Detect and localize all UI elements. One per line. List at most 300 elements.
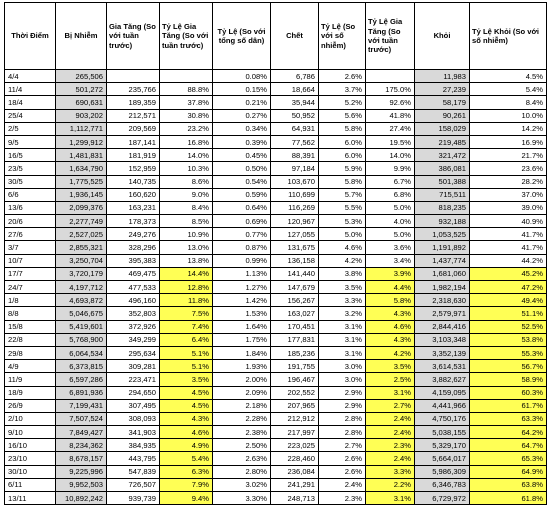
table-row — [5, 254, 547, 267]
table-cell: 5,664,017 — [415, 452, 470, 465]
table-cell: 3.30% — [213, 492, 271, 505]
table-cell: 9.0% — [160, 188, 213, 201]
table-row — [5, 96, 547, 109]
table-cell: 3.3% — [366, 465, 415, 478]
table-cell — [107, 70, 160, 83]
table-cell: 939,739 — [107, 492, 160, 505]
table-cell: 212,571 — [107, 109, 160, 122]
table-cell: 103,670 — [271, 175, 319, 188]
table-cell: 3.5% — [366, 360, 415, 373]
table-cell: 903,202 — [56, 109, 107, 122]
table-cell: 6,064,534 — [56, 346, 107, 359]
header-ty-le-so-nhiem: Tỷ Lệ (So với số nhiễm) — [319, 3, 366, 70]
table-cell: 1,191,892 — [415, 241, 470, 254]
table-cell: 235,766 — [107, 83, 160, 96]
table-cell: 0.87% — [213, 241, 271, 254]
table-cell: 58.9% — [470, 373, 547, 386]
table-cell: 5.8% — [366, 294, 415, 307]
header-khoi: Khỏi — [415, 3, 470, 70]
table-cell: 141,440 — [271, 267, 319, 280]
table-cell: 136,158 — [271, 254, 319, 267]
table-cell: 14.0% — [160, 149, 213, 162]
table-cell: 9,225,996 — [56, 465, 107, 478]
table-cell: 25/4 — [5, 109, 56, 122]
table-row — [5, 281, 547, 294]
table-cell: 97,184 — [271, 162, 319, 175]
table-cell: 5.0% — [366, 228, 415, 241]
table-cell: 2.4% — [366, 426, 415, 439]
table-cell: 395,383 — [107, 254, 160, 267]
table-cell: 64.9% — [470, 465, 547, 478]
table-cell: 1.84% — [213, 346, 271, 359]
table-row — [5, 492, 547, 505]
table-cell: 65.3% — [470, 452, 547, 465]
table-cell: 177,831 — [271, 333, 319, 346]
table-cell: 8,678,157 — [56, 452, 107, 465]
table-cell: 15/8 — [5, 320, 56, 333]
table-cell: 4.6% — [319, 241, 366, 254]
table-cell: 384,935 — [107, 439, 160, 452]
table-cell: 3.7% — [319, 83, 366, 96]
table-cell: 2.5% — [366, 373, 415, 386]
table-cell: 23/10 — [5, 452, 56, 465]
table-cell: 187,141 — [107, 135, 160, 148]
table-row — [5, 426, 547, 439]
table-cell: 2.4% — [366, 452, 415, 465]
table-cell: 443,795 — [107, 452, 160, 465]
table-cell: 110,699 — [271, 188, 319, 201]
table-row — [5, 267, 547, 280]
table-cell: 8.4% — [160, 201, 213, 214]
table-cell: 4.5% — [160, 399, 213, 412]
table-cell: 16.8% — [160, 135, 213, 148]
table-cell: 5.3% — [319, 215, 366, 228]
table-row — [5, 346, 547, 359]
table-cell: 7,849,427 — [56, 426, 107, 439]
table-row — [5, 175, 547, 188]
table-cell: 349,299 — [107, 333, 160, 346]
table-cell: 295,634 — [107, 346, 160, 359]
table-cell: 52.5% — [470, 320, 547, 333]
table-cell: 2.80% — [213, 465, 271, 478]
table-cell: 4.3% — [160, 412, 213, 425]
table-cell: 16/10 — [5, 439, 56, 452]
table-cell: 131,675 — [271, 241, 319, 254]
table-cell: 6,729,972 — [415, 492, 470, 505]
table-cell: 341,903 — [107, 426, 160, 439]
table-row — [5, 320, 547, 333]
table-cell: 8/8 — [5, 307, 56, 320]
table-cell: 14.0% — [366, 149, 415, 162]
table-cell: 6.0% — [319, 149, 366, 162]
table-cell: 3.0% — [319, 360, 366, 373]
table-cell: 5.0% — [319, 228, 366, 241]
table-cell: 5,038,155 — [415, 426, 470, 439]
table-cell: 23.2% — [160, 122, 213, 135]
table-cell: 3,352,139 — [415, 346, 470, 359]
table-cell: 6,597,286 — [56, 373, 107, 386]
table-cell: 37.0% — [470, 188, 547, 201]
table-cell: 2/10 — [5, 412, 56, 425]
table-cell: 1,775,525 — [56, 175, 107, 188]
table-cell: 6.8% — [366, 188, 415, 201]
table-cell: 715,511 — [415, 188, 470, 201]
table-cell: 2,099,376 — [56, 201, 107, 214]
table-cell: 175.0% — [366, 83, 415, 96]
table-cell: 10.0% — [470, 109, 547, 122]
table-cell: 3.1% — [366, 492, 415, 505]
table-cell: 160,620 — [107, 188, 160, 201]
table-cell: 2.3% — [319, 492, 366, 505]
table-row — [5, 360, 547, 373]
table-row — [5, 109, 547, 122]
table-cell: 265,506 — [56, 70, 107, 83]
table-row — [5, 294, 547, 307]
table-cell: 39.0% — [470, 201, 547, 214]
table-cell: 27.4% — [366, 122, 415, 135]
table-cell: 2.8% — [319, 412, 366, 425]
table-row — [5, 162, 547, 175]
table-row — [5, 478, 547, 491]
table-cell: 3.1% — [319, 320, 366, 333]
table-row — [5, 399, 547, 412]
table-cell: 13.8% — [160, 254, 213, 267]
table-cell: 3.6% — [366, 241, 415, 254]
table-cell: 140,735 — [107, 175, 160, 188]
table-cell: 372,926 — [107, 320, 160, 333]
table-cell: 5.8% — [319, 122, 366, 135]
table-cell: 47.2% — [470, 281, 547, 294]
table-cell: 7.9% — [160, 478, 213, 491]
table-cell: 4,750,176 — [415, 412, 470, 425]
table-cell: 44.2% — [470, 254, 547, 267]
table-cell: 6,373,815 — [56, 360, 107, 373]
table-cell: 2.7% — [366, 399, 415, 412]
header-row — [5, 3, 547, 70]
table-cell: 3.2% — [319, 307, 366, 320]
table-cell: 10.3% — [160, 162, 213, 175]
table-cell: 2.9% — [319, 386, 366, 399]
table-cell: 5,986,309 — [415, 465, 470, 478]
table-cell: 249,276 — [107, 228, 160, 241]
table-cell: 185,236 — [271, 346, 319, 359]
table-cell: 496,160 — [107, 294, 160, 307]
table-cell: 1.93% — [213, 360, 271, 373]
table-cell: 228,460 — [271, 452, 319, 465]
table-cell: 4,441,966 — [415, 399, 470, 412]
table-cell: 5.5% — [319, 201, 366, 214]
table-cell: 0.64% — [213, 201, 271, 214]
table-cell: 64,931 — [271, 122, 319, 135]
table-cell: 63.3% — [470, 412, 547, 425]
table-cell: 5,046,675 — [56, 307, 107, 320]
table-cell: 13/6 — [5, 201, 56, 214]
table-cell: 191,755 — [271, 360, 319, 373]
table-cell: 8,234,362 — [56, 439, 107, 452]
table-cell: 0.15% — [213, 83, 271, 96]
table-cell: 163,027 — [271, 307, 319, 320]
table-cell: 64.7% — [470, 439, 547, 452]
table-cell: 11.8% — [160, 294, 213, 307]
table-cell: 37.8% — [160, 96, 213, 109]
table-cell: 2.7% — [319, 439, 366, 452]
table-cell: 30.8% — [160, 109, 213, 122]
table-cell: 60.3% — [470, 386, 547, 399]
table-row — [5, 188, 547, 201]
table-cell: 21.7% — [470, 149, 547, 162]
table-cell: 28.2% — [470, 175, 547, 188]
table-cell: 469,475 — [107, 267, 160, 280]
table-cell: 22/8 — [5, 333, 56, 346]
table-cell: 19.5% — [366, 135, 415, 148]
table-cell: 3,720,179 — [56, 267, 107, 280]
table-cell: 2.2% — [366, 478, 415, 491]
table-cell: 1.64% — [213, 320, 271, 333]
table-cell: 45.2% — [470, 267, 547, 280]
table-cell: 8.4% — [470, 96, 547, 109]
table-cell: 3.1% — [319, 333, 366, 346]
table-cell: 178,373 — [107, 215, 160, 228]
header-ty-le-dan-so: Tỷ Lệ (So với tổng số dân) — [213, 3, 271, 70]
table-cell: 30/5 — [5, 175, 56, 188]
header-ty-le-gia-tang: Tỷ Lệ Gia Tăng (So với tuần trước) — [160, 3, 213, 70]
table-cell: 241,291 — [271, 478, 319, 491]
table-cell: 212,912 — [271, 412, 319, 425]
table-cell: 223,471 — [107, 373, 160, 386]
table-cell: 11/9 — [5, 373, 56, 386]
table-cell: 2.6% — [319, 465, 366, 478]
table-cell: 5.1% — [160, 346, 213, 359]
table-cell: 35,944 — [271, 96, 319, 109]
header-bi-nhiem: Bị Nhiễm — [56, 3, 107, 70]
table-cell: 5.6% — [319, 109, 366, 122]
table-cell: 92.6% — [366, 96, 415, 109]
table-cell: 55.3% — [470, 346, 547, 359]
table-cell: 17/7 — [5, 267, 56, 280]
table-cell: 6.3% — [160, 465, 213, 478]
table-cell: 120,967 — [271, 215, 319, 228]
table-cell: 58,179 — [415, 96, 470, 109]
table-cell: 2.50% — [213, 439, 271, 452]
table-cell: 3.9% — [366, 267, 415, 280]
table-cell: 10/7 — [5, 254, 56, 267]
table-cell: 18/4 — [5, 96, 56, 109]
table-cell: 2,527,025 — [56, 228, 107, 241]
table-cell: 0.21% — [213, 96, 271, 109]
table-cell: 7,507,524 — [56, 412, 107, 425]
table-cell: 0.69% — [213, 215, 271, 228]
table-cell: 4/9 — [5, 360, 56, 373]
table-cell: 170,451 — [271, 320, 319, 333]
table-cell: 352,803 — [107, 307, 160, 320]
table-cell: 1.13% — [213, 267, 271, 280]
table-row — [5, 83, 547, 96]
table-cell: 4,159,095 — [415, 386, 470, 399]
table-cell: 0.54% — [213, 175, 271, 188]
table-cell: 116,269 — [271, 201, 319, 214]
table-cell: 818,235 — [415, 201, 470, 214]
table-cell: 5.8% — [319, 175, 366, 188]
table-cell: 24/7 — [5, 281, 56, 294]
table-cell: 147,679 — [271, 281, 319, 294]
table-row — [5, 228, 547, 241]
table-cell: 3.02% — [213, 478, 271, 491]
table-cell: 202,552 — [271, 386, 319, 399]
table-cell: 1,634,790 — [56, 162, 107, 175]
table-cell: 5,768,900 — [56, 333, 107, 346]
table-cell: 223,025 — [271, 439, 319, 452]
table-cell: 10,892,242 — [56, 492, 107, 505]
table-cell: 16/5 — [5, 149, 56, 162]
table-cell: 27,239 — [415, 83, 470, 96]
table-cell: 23/5 — [5, 162, 56, 175]
table-cell: 23.6% — [470, 162, 547, 175]
table-cell: 5.7% — [319, 188, 366, 201]
table-cell: 3.5% — [160, 373, 213, 386]
table-cell: 3.1% — [319, 346, 366, 359]
table-cell: 9,952,503 — [56, 478, 107, 491]
table-cell: 726,507 — [107, 478, 160, 491]
table-cell: 6.4% — [160, 333, 213, 346]
table-cell: 29/8 — [5, 346, 56, 359]
table-cell: 51.1% — [470, 307, 547, 320]
table-row — [5, 412, 547, 425]
table-body — [5, 70, 547, 505]
table-cell — [160, 70, 213, 83]
table-cell: 219,485 — [415, 135, 470, 148]
table-cell: 14.2% — [470, 122, 547, 135]
table-cell: 7.5% — [160, 307, 213, 320]
table-cell: 61.7% — [470, 399, 547, 412]
table-row — [5, 135, 547, 148]
table-cell: 0.27% — [213, 109, 271, 122]
table-cell: 6.0% — [319, 135, 366, 148]
table-cell: 7.4% — [160, 320, 213, 333]
table-cell: 9.9% — [366, 162, 415, 175]
table-cell: 189,359 — [107, 96, 160, 109]
table-row — [5, 373, 547, 386]
table-cell: 2.8% — [319, 426, 366, 439]
table-cell: 9/10 — [5, 426, 56, 439]
table-cell: 9/5 — [5, 135, 56, 148]
table-cell: 5.1% — [160, 360, 213, 373]
table-cell: 158,029 — [415, 122, 470, 135]
header-ty-le-gia-tang-chet: Tỷ Lệ Gia Tăng (So với tuần trước) — [366, 3, 415, 70]
table-cell: 2,579,971 — [415, 307, 470, 320]
table-cell: 18,664 — [271, 83, 319, 96]
table-cell: 63.8% — [470, 478, 547, 491]
table-cell: 3.3% — [319, 294, 366, 307]
table-cell: 64.2% — [470, 426, 547, 439]
table-cell: 1,982,194 — [415, 281, 470, 294]
table-cell: 2.9% — [319, 399, 366, 412]
table-cell: 2,844,416 — [415, 320, 470, 333]
table-cell: 3,250,704 — [56, 254, 107, 267]
table-cell: 248,713 — [271, 492, 319, 505]
table-cell: 386,081 — [415, 162, 470, 175]
table-cell: 0.59% — [213, 188, 271, 201]
table-row — [5, 439, 547, 452]
table-cell: 1.75% — [213, 333, 271, 346]
table-cell: 88.8% — [160, 83, 213, 96]
table-cell — [366, 70, 415, 83]
table-cell: 2.3% — [366, 439, 415, 452]
table-cell: 11,983 — [415, 70, 470, 83]
table-cell: 6,346,783 — [415, 478, 470, 491]
table-cell: 4.4% — [366, 281, 415, 294]
table-cell: 294,650 — [107, 386, 160, 399]
table-cell: 3/7 — [5, 241, 56, 254]
table-row — [5, 70, 547, 83]
table-cell: 0.50% — [213, 162, 271, 175]
table-row — [5, 386, 547, 399]
table-cell: 328,296 — [107, 241, 160, 254]
table-cell: 4.6% — [366, 320, 415, 333]
table-cell: 2.6% — [319, 70, 366, 83]
table-cell: 501,272 — [56, 83, 107, 96]
table-cell: 1,112,771 — [56, 122, 107, 135]
table-cell: 5,419,601 — [56, 320, 107, 333]
table-cell: 932,188 — [415, 215, 470, 228]
table-cell: 307,495 — [107, 399, 160, 412]
table-cell: 0.45% — [213, 149, 271, 162]
table-cell: 3.8% — [319, 267, 366, 280]
table-cell: 127,055 — [271, 228, 319, 241]
table-cell: 501,388 — [415, 175, 470, 188]
table-cell: 0.08% — [213, 70, 271, 83]
table-cell: 6,891,936 — [56, 386, 107, 399]
table-cell: 2.28% — [213, 412, 271, 425]
table-cell: 1.53% — [213, 307, 271, 320]
table-row — [5, 241, 547, 254]
table-cell: 1.27% — [213, 281, 271, 294]
table-cell: 156,267 — [271, 294, 319, 307]
table-cell: 2.18% — [213, 399, 271, 412]
table-cell: 27/6 — [5, 228, 56, 241]
table-cell: 2.63% — [213, 452, 271, 465]
table-row — [5, 333, 547, 346]
table-row — [5, 149, 547, 162]
table-row — [5, 215, 547, 228]
table-cell: 5.9% — [319, 162, 366, 175]
header-thoi-diem: Thời Điểm — [5, 3, 56, 70]
table-cell: 4/4 — [5, 70, 56, 83]
table-cell: 6.7% — [366, 175, 415, 188]
table-cell: 50,952 — [271, 109, 319, 122]
header-chet: Chết — [271, 3, 319, 70]
table-cell: 26/9 — [5, 399, 56, 412]
table-cell: 2.09% — [213, 386, 271, 399]
table-cell: 6/6 — [5, 188, 56, 201]
table-cell: 88,391 — [271, 149, 319, 162]
table-cell: 9.4% — [160, 492, 213, 505]
table-cell: 3.4% — [366, 254, 415, 267]
table-cell: 3.0% — [319, 373, 366, 386]
table-cell: 4,197,712 — [56, 281, 107, 294]
table-row — [5, 465, 547, 478]
table-cell: 56.7% — [470, 360, 547, 373]
header-gia-tang: Gia Tăng (So với tuần trước) — [107, 3, 160, 70]
table-cell: 20/6 — [5, 215, 56, 228]
table-cell: 53.8% — [470, 333, 547, 346]
table-cell: 547,839 — [107, 465, 160, 478]
table-cell: 4.2% — [319, 254, 366, 267]
table-cell: 0.34% — [213, 122, 271, 135]
table-cell: 0.39% — [213, 135, 271, 148]
table-cell: 41.7% — [470, 241, 547, 254]
table-cell: 2.38% — [213, 426, 271, 439]
table-cell: 11/4 — [5, 83, 56, 96]
